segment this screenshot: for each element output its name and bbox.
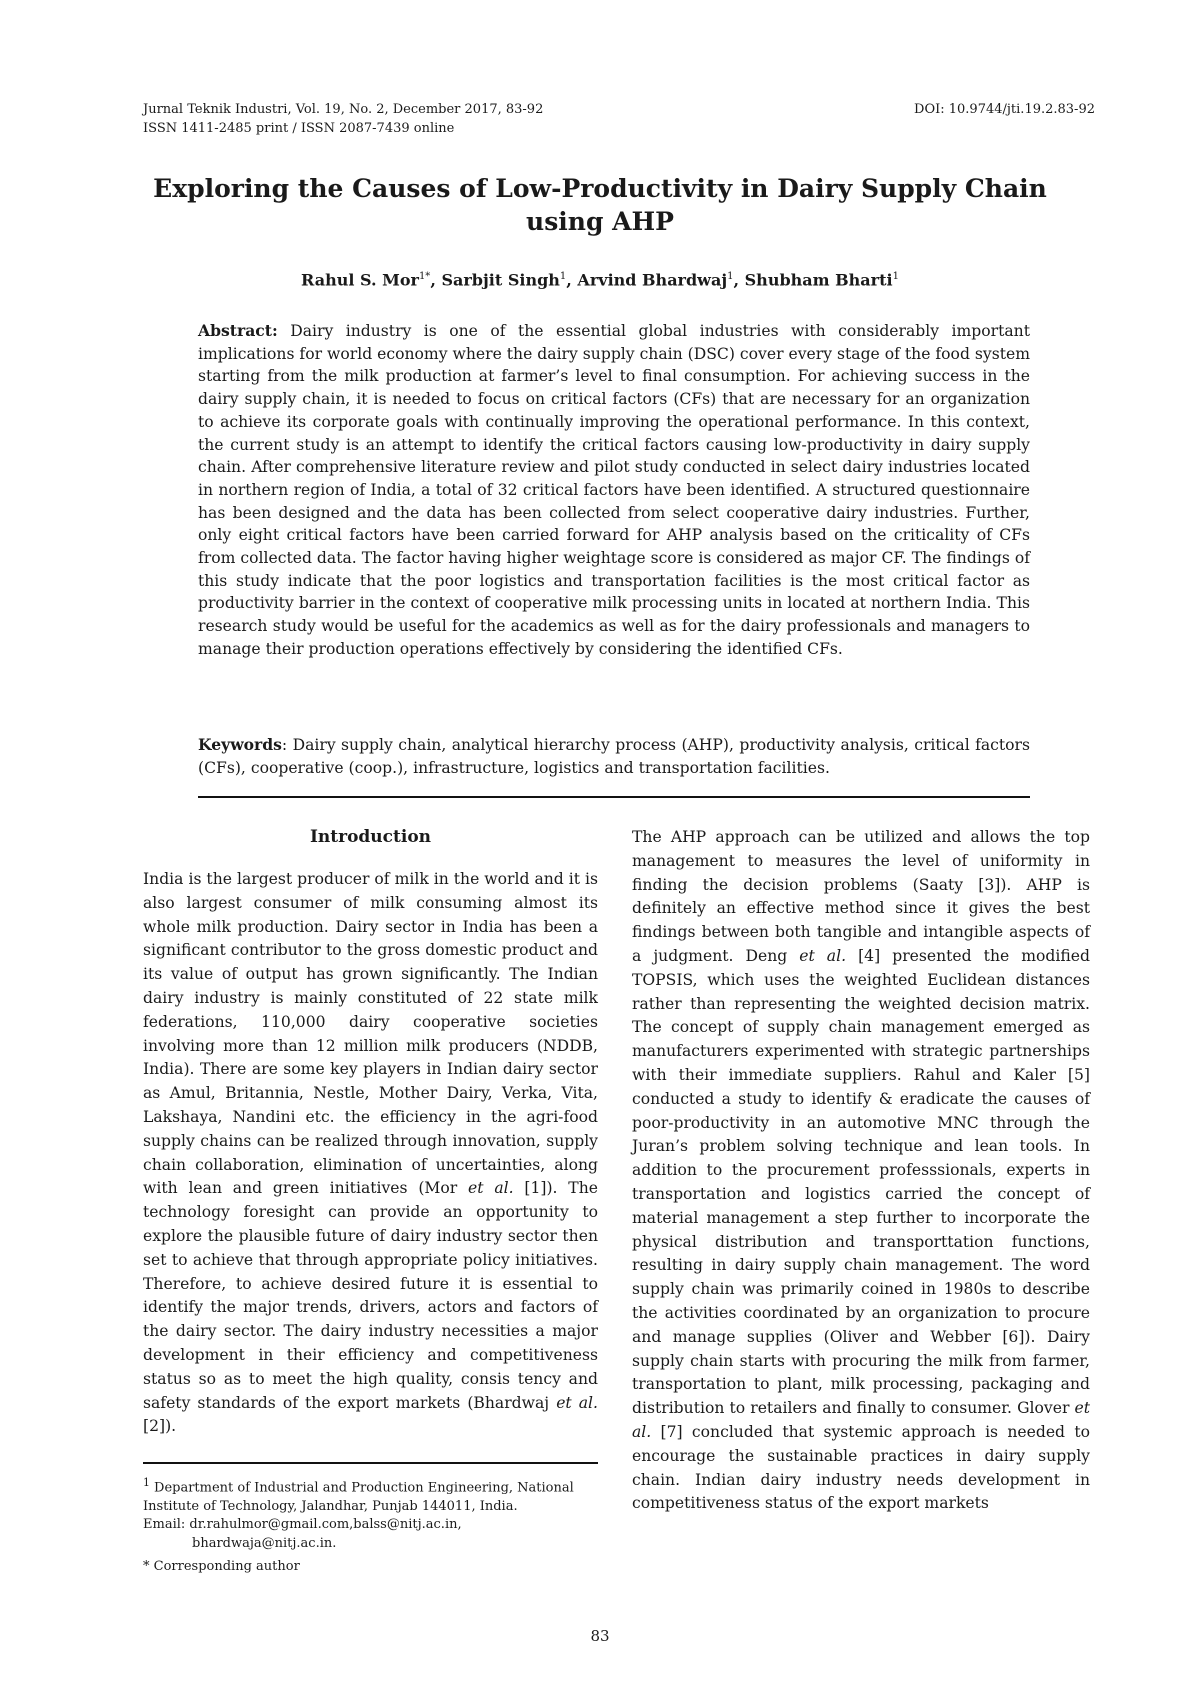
- abstract-label: Abstract:: [198, 321, 278, 340]
- abstract-divider: [198, 796, 1030, 798]
- keywords: [198, 734, 1030, 779]
- page-number: 83: [590, 1627, 610, 1645]
- author-affiliation-marker: 1*: [418, 271, 431, 282]
- author-name: Shubham Bharti: [744, 270, 893, 290]
- citation-et-al: et al.: [632, 1399, 1090, 1441]
- body-text: India is the largest producer of milk in the world and it is also largest consumer of milk consuming almost its whole milk production. Dairy sector in India has been a significant contributor to the gross domestic product and its value of output has grown significantly. The Indian dairy industry is mainly constituted of 22 state milk federations, 110,000 dairy cooperative societies involving more than 12 million milk producers (NDDB, India). There are some key players in Indian dairy sector as Amul, Britannia, Nestle, Mother Dairy, Verka, Vita, Lakshaya, Nandini etc. the efficiency in the agri-food supply chains can be realized through innovation, supply chain collaboration, elimination of uncertainties, along with lean and green initiatives (Mor: [143, 870, 598, 1198]
- author-affiliation-marker: 1: [727, 271, 734, 282]
- author-name: Arvind Bhardwaj: [577, 270, 728, 290]
- running-header: [143, 100, 543, 138]
- footnote-divider: [143, 1462, 598, 1464]
- citation-et-al: et al.: [468, 1179, 514, 1198]
- body-text: [1]). The technology foresight can provide an opportunity to explore the plausible future of dairy industry sector then set to achieve that through appropriate policy initiatives. Therefore, to achieve desired future it is essential to identify the major trends, drivers, actors and factors of the dairy sector. The dairy industry necessities a major development in their efficiency and competitiveness status so as to meet the high quality, consis tency and safety standards of the export markets (Bhardwaj: [143, 1179, 598, 1412]
- keywords-text: : Dairy supply chain, analytical hierarchy process (AHP), productivity analysis, critical factors (CFs), cooperative (coop.), infrastructure, logistics and transportation facilities.: [198, 736, 1030, 777]
- issn-line: ISSN 1411-2485 print / ISSN 2087-7439 online: [143, 121, 455, 136]
- section-heading-introduction: Introduction: [309, 827, 432, 847]
- body-column-left: [143, 868, 598, 1439]
- abstract: [198, 320, 1030, 661]
- affiliation-text: Department of Industrial and Production Engineering, National Institute of Technology, Jalandhar, Punjab 144011, India.: [143, 1480, 574, 1514]
- keywords-label: Keywords: [198, 735, 282, 754]
- email-line-2[interactable]: bhardwaja@nitj.ac.in.: [192, 1535, 337, 1551]
- abstract-text: Dairy industry is one of the essential global industries with considerably important implications for world economy where the dairy supply chain (DSC) cover every stage of the food system starting from the milk production at farmer’s level to final consumption. For achieving success in the dairy supply chain, it is needed to focus on critical factors (CFs) that are necessary for an organization to achieve its corporate goals with continually improving the operational performance. In this context, the current study is an attempt to identify the critical factors causing low-productivity in dairy supply chain. After comprehensive literature review and pilot study conducted in select dairy industries located in northern region of India, a total of 32 critical factors have been identified. A structured questionnaire has been designed and the data has been collected from select cooperative dairy industries. Further, only eight critical factors have been carried forward for AHP analysis based on the criticality of CFs from collected data. The factor having higher weightage score is considered as major CF. The findings of this study indicate that the poor logistics and transportation facilities is the most critical factor as productivity barrier in the context of cooperative milk processing units in located at northern India. This research study would be useful for the academics as well as for the dairy professionals and managers to manage their production operations effectively by considering the identified CFs.: [198, 322, 1030, 658]
- author-name: Rahul S. Mor: [301, 270, 419, 290]
- paper-title: Exploring the Causes of Low-Productivity in Dairy Supply Chain using AHP: [153, 174, 1047, 236]
- body-text: [4] presented the modified TOPSIS, which uses the weighted Euclidean distances rather than representing the weighted decision matrix. The concept of supply chain management emerged as manufacturers experimented with strategic partnerships with their immediate suppliers. Rahul and Kaler [5] conducted a study to identify & eradicate the causes of poor-productivity in an automotive MNC through the Juran’s problem solving technique and lean tools. In addition to the procurement professsionals, experts in transportation and logistics carried the concept of material management a step further to incorporate the physical distribution and transporttation functions, resulting in dairy supply chain management. The word supply chain was primarily coined in 1980s to describe the activities coordinated by an organization to procure and manage supplies (Oliver and Webber [6]). Dairy supply chain starts with procuring the milk from farmer, transportation to plant, milk processing, packaging and distribution to retailers and finally to consumer. Glover: [632, 946, 1090, 1418]
- affiliation-footnote: [143, 1474, 598, 1553]
- journal-citation: Jurnal Teknik Industri, Vol. 19, No. 2, December 2017, 83-92: [143, 102, 544, 117]
- email-line[interactable]: Email: dr.rahulmor@gmail.com,balss@nitj.ac.in,: [143, 1517, 462, 1533]
- author-name: Sarbjit Singh: [441, 270, 560, 290]
- citation-et-al: et al.: [556, 1393, 598, 1412]
- body-column-right: [632, 826, 1090, 1516]
- author-affiliation-marker: 1: [892, 271, 899, 282]
- body-text: The AHP approach can be utilized and allows the top management to measures the level of uniformity in finding the decision problems (Saaty [3]). AHP is definitely an effective method since it gives the best findings between both tangible and intangible aspects of a judgment. Deng: [632, 828, 1090, 965]
- doi[interactable]: DOI: 10.9744/jti.19.2.83-92: [914, 102, 1095, 117]
- corresponding-author-note: * Corresponding author: [143, 1559, 300, 1574]
- body-text: [7] concluded that systemic approach is needed to encourage the sustainable practices in dairy supply chain. Indian dairy industry needs development in competitiveness status of the export markets: [632, 1422, 1090, 1513]
- author-affiliation-marker: 1: [559, 271, 567, 282]
- body-text: [2]).: [143, 1417, 177, 1436]
- author-list: Rahul S. Mor$^{1*}$, Sarbjit Singh$^1$, Arvind Bhardwaj$^1$, Shubham Bharti$^1$: [301, 270, 899, 290]
- citation-et-al: et al.: [799, 946, 847, 965]
- footnote-marker: 1: [143, 1476, 150, 1489]
